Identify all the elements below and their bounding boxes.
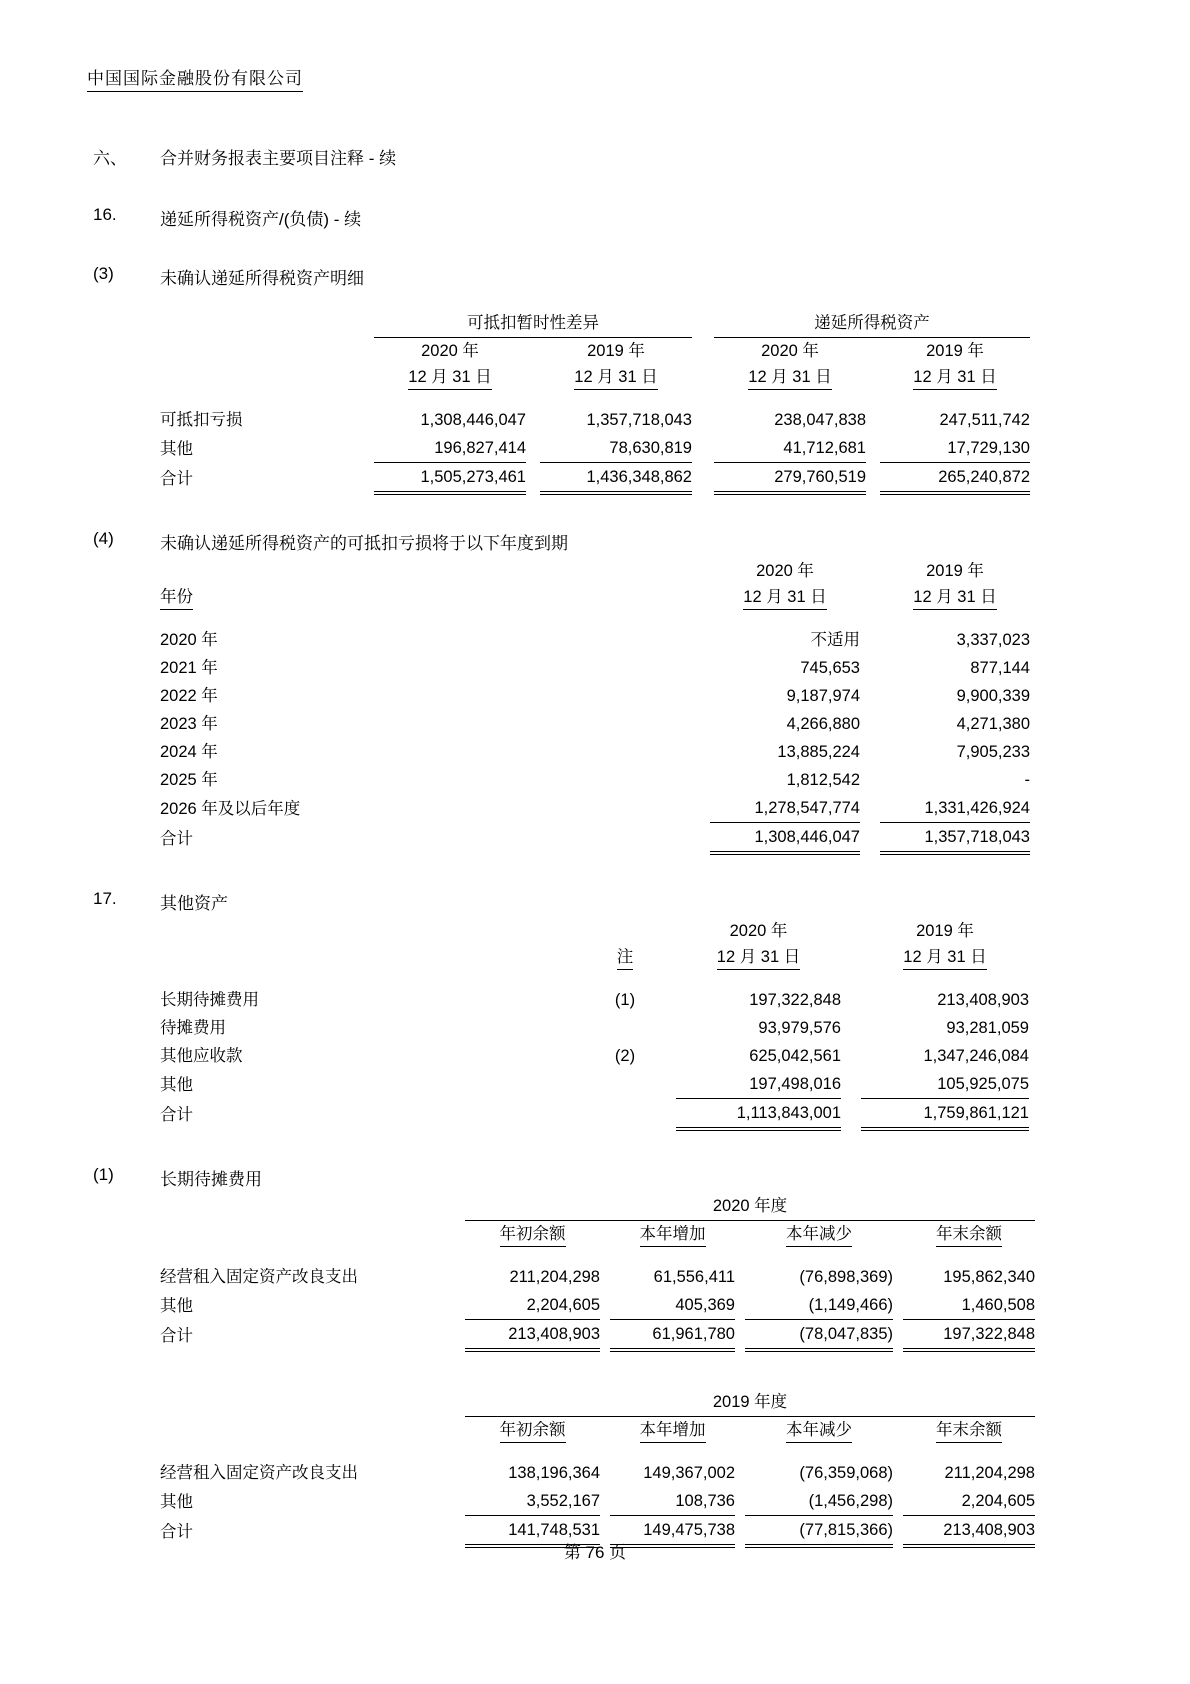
row-label: 2025 年 (160, 771, 218, 789)
cell-value: 1,331,426,924 (880, 794, 1030, 823)
row-label: 合计 (160, 1523, 193, 1541)
sub1-title: 长期待摊费用 (160, 1170, 262, 1189)
period-header: 2020 年度 (465, 1194, 1035, 1221)
period-header: 2019 年度 (465, 1390, 1035, 1417)
column-header-year: 2020 年 (421, 342, 479, 360)
row-label: 其他应收款 (160, 1047, 243, 1065)
cell-value: 17,729,130 (880, 434, 1030, 463)
cell-value: 877,144 (970, 659, 1030, 677)
row-label: 长期待摊费用 (160, 991, 259, 1009)
table-other-assets (160, 918, 1029, 1131)
row-label: 其他 (160, 439, 193, 458)
note16-number: 16. (93, 205, 117, 224)
group-header: 递延所得税资产 (714, 311, 1030, 338)
note-ref: (1) (614, 991, 636, 1009)
date-header-row (160, 584, 1030, 610)
column-header-year: 2019 年 (926, 562, 984, 580)
table-row (160, 434, 1030, 463)
cell-value: (76,898,369) (799, 1268, 893, 1286)
cell-value: 9,900,339 (956, 687, 1030, 705)
row-label: 其他 (160, 1492, 193, 1511)
cell-value: - (1024, 771, 1030, 789)
table-row (160, 986, 1029, 1014)
cell-value: (77,815,366) (745, 1516, 893, 1547)
cell-value: 61,961,780 (610, 1320, 735, 1351)
note17-number: 17. (93, 889, 117, 908)
page-number: 第 76 页 (563, 1543, 627, 1562)
column-header-year: 2019 年 (587, 342, 645, 360)
cell-value: 625,042,561 (749, 1047, 841, 1065)
column-header: 年末余额 (936, 1419, 1002, 1443)
table-row (160, 1014, 1029, 1042)
cell-value: 279,760,519 (714, 463, 866, 494)
column-header-date: 12 月 31 日 (913, 366, 996, 390)
sub4-heading (85, 529, 1105, 554)
column-header-year: 2020 年 (756, 562, 814, 580)
note-ref: (2) (614, 1047, 636, 1065)
cell-value: 1,460,508 (903, 1291, 1035, 1320)
row-label: 其他 (160, 1075, 193, 1094)
section-title: 合并财务报表主要项目注释 - 续 (160, 149, 397, 168)
row-label: 合计 (160, 1327, 193, 1345)
table-row (160, 1459, 1035, 1487)
cell-value: 1,308,446,047 (710, 823, 860, 854)
table-ltd-prepaid-2019 (160, 1390, 1035, 1548)
company-name: 中国国际金融股份有限公司 (87, 64, 303, 92)
column-header: 年初余额 (500, 1419, 566, 1443)
cell-value: 745,653 (800, 659, 860, 677)
cell-value: 197,322,848 (903, 1320, 1035, 1351)
column-header: 本年增加 (640, 1419, 706, 1443)
cell-value: 1,357,718,043 (880, 823, 1030, 854)
column-header-date: 12 月 31 日 (903, 946, 986, 970)
cell-value: 2,204,605 (465, 1291, 600, 1320)
cell-value: 3,552,167 (465, 1487, 600, 1516)
note16-heading (85, 205, 1105, 230)
column-header-year: 2020 年 (729, 922, 788, 940)
cell-value: 93,281,059 (946, 1019, 1029, 1037)
note-ref (590, 1070, 660, 1099)
row-label: 2020 年 (160, 631, 218, 649)
cell-value: 1,436,348,862 (540, 463, 692, 494)
row-label: 经营租入固定资产改良支出 (160, 1464, 358, 1482)
sub3-title: 未确认递延所得税资产明细 (160, 269, 364, 288)
cell-value: 1,505,273,461 (374, 463, 526, 494)
cell-value: 138,196,364 (508, 1464, 600, 1482)
group-header: 可抵扣暂时性差异 (374, 311, 692, 338)
cell-value: 213,408,903 (465, 1320, 600, 1351)
sub4-title: 未确认递延所得税资产的可抵扣亏损将于以下年度到期 (160, 534, 568, 553)
table-row (160, 682, 1030, 710)
row-label: 经营租入固定资产改良支出 (160, 1268, 358, 1286)
cell-value: 13,885,224 (777, 743, 860, 761)
cell-value: 108,736 (610, 1487, 735, 1516)
column-header: 本年减少 (786, 1419, 852, 1443)
year-header-row (160, 918, 1029, 944)
cell-value: 4,266,880 (786, 715, 860, 733)
note17-title: 其他资产 (160, 894, 228, 913)
cell-value: (1,456,298) (745, 1487, 893, 1516)
sub1-number: (1) (93, 1165, 114, 1184)
table-row (160, 626, 1030, 654)
column-header: 年末余额 (936, 1223, 1002, 1247)
row-label: 2024 年 (160, 743, 218, 761)
column-header-note: 注 (617, 946, 634, 970)
cell-value: 2,204,605 (903, 1487, 1035, 1516)
sub4-number: (4) (93, 529, 114, 548)
cell-value: 211,204,298 (509, 1268, 600, 1286)
cell-value: (76,359,068) (799, 1464, 893, 1482)
table-row (160, 766, 1030, 794)
column-header-year: 2019 年 (916, 922, 974, 940)
column-header-date: 12 月 31 日 (913, 586, 996, 610)
table-row (160, 1042, 1029, 1070)
period-header-row (160, 1194, 1035, 1221)
table-row (160, 1291, 1035, 1320)
table-total-row (160, 1099, 1029, 1130)
year-header-row (160, 558, 1030, 584)
cell-value: 9,187,974 (786, 687, 860, 705)
cell-value: 7,905,233 (956, 743, 1030, 761)
cell-value: 4,271,380 (956, 715, 1030, 733)
row-label: 合计 (160, 1106, 193, 1124)
cell-value: 1,759,861,121 (861, 1099, 1029, 1130)
cell-value: 3,337,023 (956, 631, 1030, 649)
column-header-date: 12 月 31 日 (408, 366, 491, 390)
column-header-row (160, 1221, 1035, 1248)
cell-value: 93,979,576 (758, 1019, 841, 1037)
column-header: 本年增加 (640, 1223, 706, 1247)
cell-value: 1,357,718,043 (586, 411, 692, 429)
cell-value: 197,498,016 (676, 1070, 841, 1099)
row-label: 2023 年 (160, 715, 218, 733)
table-total-row (160, 823, 1030, 854)
column-header-row (160, 1417, 1035, 1444)
year-header-row (160, 338, 1030, 365)
table-row (160, 794, 1030, 823)
cell-value: 196,827,414 (374, 434, 526, 463)
table-row (160, 1487, 1035, 1516)
row-label: 2021 年 (160, 659, 218, 677)
section-number: 六、 (93, 149, 127, 168)
table-ltd-prepaid-2020 (160, 1194, 1035, 1352)
column-header: 本年减少 (786, 1223, 852, 1247)
table-row (160, 406, 1030, 434)
column-header-date: 12 月 31 日 (748, 366, 831, 390)
date-header-row (160, 944, 1029, 970)
cell-value: 247,511,742 (939, 411, 1030, 429)
sub3-number: (3) (93, 264, 114, 283)
row-label: 其他 (160, 1296, 193, 1315)
cell-value: 213,408,903 (903, 1516, 1035, 1547)
column-header-label: 年份 (160, 586, 193, 610)
cell-value: 141,748,531 (465, 1516, 600, 1547)
sub3-heading (85, 264, 1105, 289)
cell-value: 78,630,819 (540, 434, 692, 463)
table-row (160, 1263, 1035, 1291)
table-row (160, 1070, 1029, 1099)
period-header-row (160, 1390, 1035, 1417)
table-loss-expiry (160, 558, 1030, 855)
row-label: 可抵扣亏损 (160, 411, 243, 429)
group-header-row (160, 311, 1030, 338)
cell-value: 1,812,542 (786, 771, 860, 789)
column-header-year: 2020 年 (761, 342, 819, 360)
column-header-date: 12 月 31 日 (717, 946, 800, 970)
row-label: 2026 年及以后年度 (160, 799, 301, 818)
cell-value: 1,308,446,047 (420, 411, 526, 429)
date-header-row (160, 364, 1030, 390)
cell-value: 1,278,547,774 (710, 794, 860, 823)
column-header: 年初余额 (500, 1223, 566, 1247)
note16-title: 递延所得税资产/(负债) - 续 (160, 210, 362, 229)
note-ref (590, 1014, 660, 1042)
cell-value: 195,862,340 (943, 1268, 1035, 1286)
cell-value: (1,149,466) (745, 1291, 893, 1320)
cell-value: 不适用 (810, 631, 860, 649)
note-ref (590, 1099, 660, 1130)
cell-value: 238,047,838 (774, 411, 866, 429)
cell-value: 265,240,872 (880, 463, 1030, 494)
cell-value: 1,347,246,084 (923, 1047, 1029, 1065)
cell-value: 197,322,848 (749, 991, 841, 1009)
cell-value: 105,925,075 (861, 1070, 1029, 1099)
cell-value: 1,113,843,001 (676, 1099, 841, 1130)
cell-value: 61,556,411 (653, 1268, 735, 1286)
row-label: 合计 (160, 830, 193, 848)
section-heading (85, 144, 1105, 169)
row-label: 待摊费用 (160, 1019, 226, 1037)
cell-value: 41,712,681 (714, 434, 866, 463)
row-label: 合计 (160, 470, 193, 488)
company-name-row (85, 64, 1105, 92)
table-row (160, 738, 1030, 766)
table-row (160, 710, 1030, 738)
column-header-date: 12 月 31 日 (743, 586, 826, 610)
note17-heading (85, 889, 1105, 914)
sub1-heading (85, 1165, 1105, 1190)
table-unrecognised-dta (160, 311, 1030, 495)
cell-value: (78,047,835) (745, 1320, 893, 1351)
row-label: 2022 年 (160, 687, 218, 705)
table-total-row (160, 1320, 1035, 1351)
column-header-date: 12 月 31 日 (574, 366, 657, 390)
cell-value: 211,204,298 (944, 1464, 1035, 1482)
table-row (160, 654, 1030, 682)
column-header-year: 2019 年 (926, 342, 984, 360)
cell-value: 149,367,002 (643, 1464, 735, 1482)
table-total-row (160, 463, 1030, 494)
cell-value: 149,475,738 (610, 1516, 735, 1547)
cell-value: 213,408,903 (937, 991, 1029, 1009)
cell-value: 405,369 (610, 1291, 735, 1320)
